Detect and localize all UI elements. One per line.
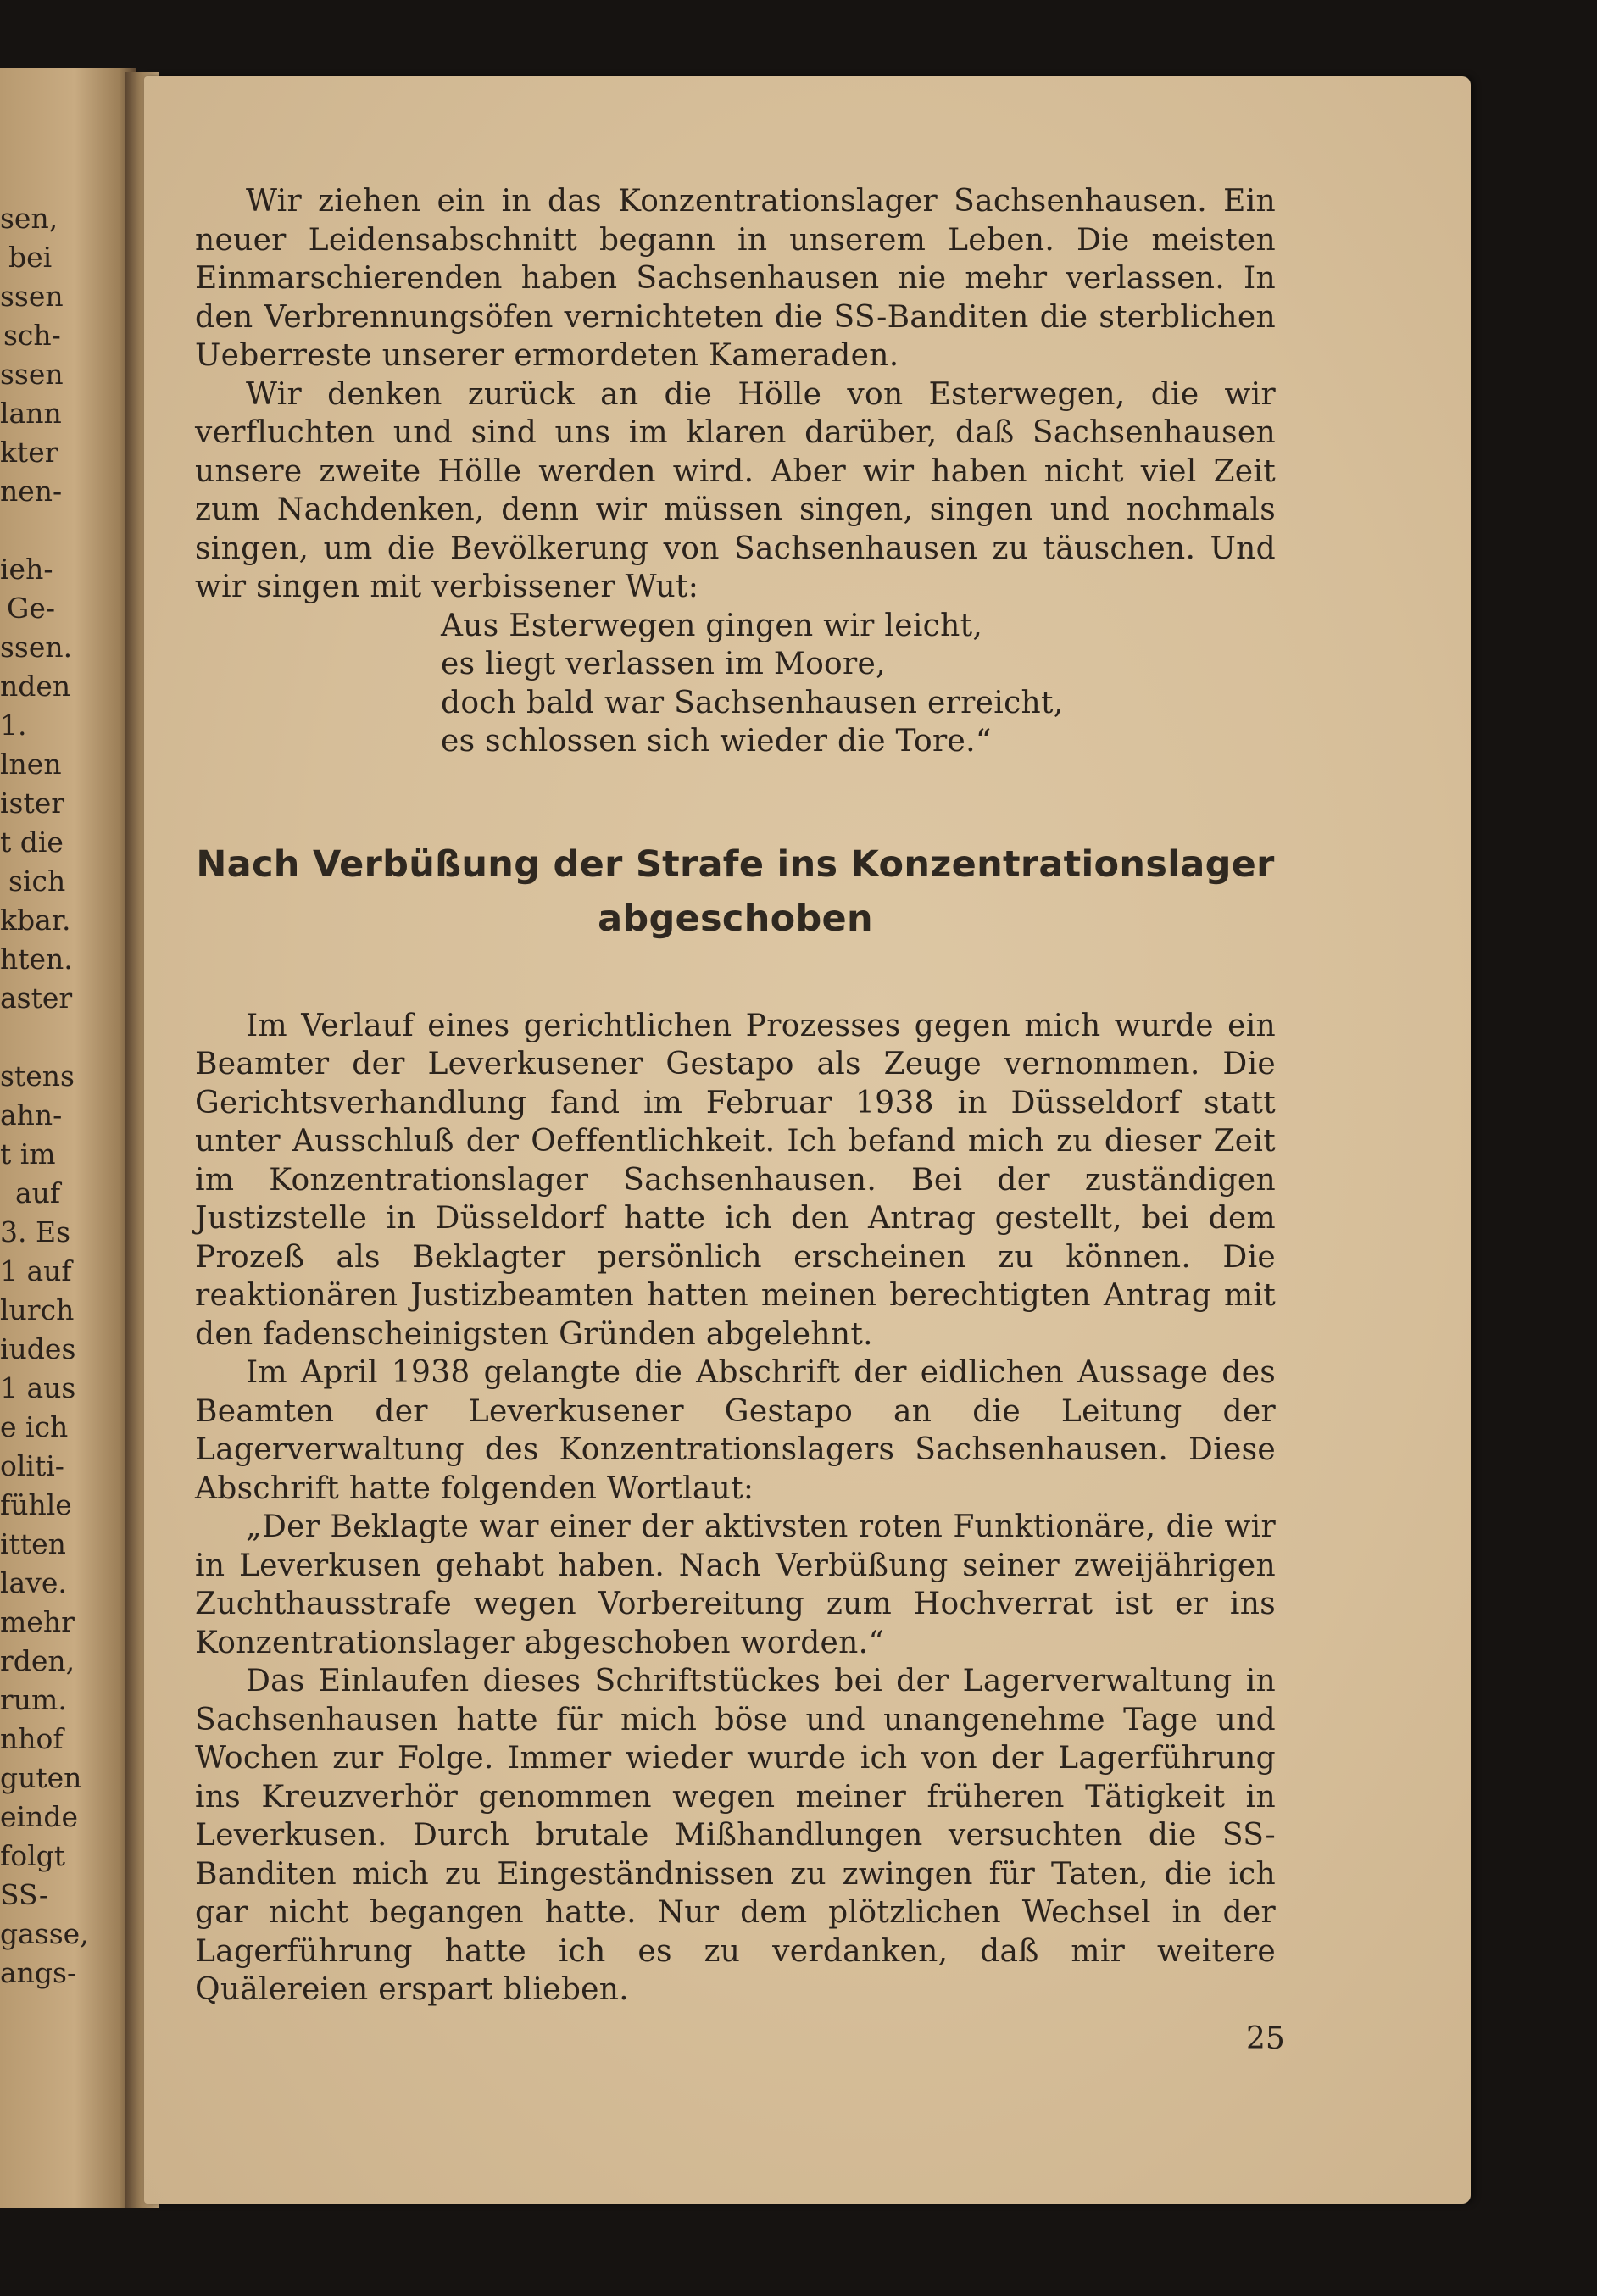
- edge-text-line: lann: [0, 397, 62, 430]
- body-paragraph: Wir denken zurück an die Hölle von Esterwegen, die wir verfluchten und sind uns im klaren darüber, daß Sachsenhausen unsere zweite Hölle werden wird. Aber wir haben nicht viel Zeit zum Nachdenken, denn wir müssen singen, singen und nochmals singen, um die Bevölkerung von Sachsenhausen zu täuschen. Und wir singen mit verbissener Wut:: [195, 376, 1276, 604]
- edge-text-line: bei: [8, 241, 53, 274]
- page-number: 25: [1246, 2021, 1285, 2056]
- edge-text-line: aster: [0, 981, 73, 1015]
- edge-text-line: Ge-: [7, 592, 56, 625]
- edge-text-line: sen,: [0, 202, 58, 235]
- edge-text-line: rden,: [0, 1644, 75, 1677]
- edge-text-line: mehr: [0, 1605, 75, 1638]
- edge-text-line: 1.: [0, 709, 27, 742]
- edge-text-line: 3. Es: [0, 1215, 70, 1248]
- song-verse: [441, 607, 1276, 761]
- verse-line: doch bald war Sachsenhausen erreicht,: [441, 685, 1064, 720]
- edge-text-line: kter: [0, 436, 58, 469]
- edge-text-line: ssen: [0, 280, 64, 313]
- edge-text-line: ahn-: [0, 1098, 63, 1131]
- edge-text-line: folgt: [0, 1839, 66, 1872]
- edge-text-line: fühle: [0, 1488, 72, 1521]
- edge-text-line: einde: [0, 1800, 78, 1833]
- body-paragraph: Wir ziehen ein in das Konzentrationslager Sachsenhausen. Ein neuer Leidensabschnitt begann in unserem Leben. Die meisten Einmarschierenden haben Sachsenhausen nie mehr verlassen. In den Verbrennungsöfen vernichteten die SS-Banditen die sterblichen Ueberreste unserer ermordeten Kameraden.: [195, 184, 1276, 373]
- edge-text-line: 1 aus: [0, 1371, 76, 1404]
- edge-text-line: gasse,: [0, 1917, 89, 1950]
- edge-text-line: stens: [0, 1059, 75, 1092]
- body-paragraph: Im Verlauf eines gerichtlichen Prozesses gegen mich wurde ein Beamter der Leverkusener Gestapo als Zeuge vernommen. Die Gerichtsverhandlung fand im Februar 1938 in Düsseldorf statt unter Ausschluß der Oeffentlichkeit. Ich befand mich zu dieser Zeit im Konzentrationslager Sachsenhausen. Bei der zuständigen Justizstelle in Düsseldorf hatte ich den Antrag gestellt, bei dem Prozeß als Beklagter persönlich erscheinen zu können. Die reaktionären Justizbeamten hatten meinen berechtigten Antrag mit den fadenscheinigsten Gründen abgelehnt.: [195, 1008, 1276, 1352]
- edge-text-line: t die: [0, 826, 64, 859]
- edge-text-line: auf: [15, 1176, 61, 1209]
- edge-text-line: nen-: [0, 475, 63, 508]
- edge-text-line: angs-: [0, 1956, 77, 1989]
- edge-text-line: oliti-: [0, 1449, 64, 1482]
- edge-text-line: t im: [0, 1137, 56, 1170]
- edge-text-line: ssen.: [0, 631, 73, 664]
- edge-text-line: itten: [0, 1527, 66, 1560]
- body-paragraph: Das Einlaufen dieses Schriftstückes bei der Lagerverwaltung in Sachsenhausen hatte für mich böse und unangenehme Tage und Wochen zur Folge. Immer wieder wurde ich von der Lagerführung ins Kreuzverhör genommen wegen meiner früheren Tätigkeit in Leverkusen. Durch brutale Mißhandlungen versuchten die SS-Banditen mich zu Eingeständnissen zu zwingen für Taten, die ich gar nicht begangen hatte. Nur dem plötzlichen Wechsel in der Lagerführung hatte ich es zu verdanken, daß mir weitere Quälereien erspart blieben.: [195, 1664, 1276, 2007]
- edge-text-line: lave.: [0, 1566, 67, 1599]
- verse-line: es schlossen sich wieder die Tore.“: [441, 724, 992, 759]
- section-heading: [195, 837, 1276, 946]
- edge-text-line: ieh-: [0, 553, 53, 586]
- edge-text-line: ssen: [0, 358, 64, 391]
- edge-text-line: lurch: [0, 1293, 75, 1326]
- edge-text-line: hten.: [0, 942, 73, 976]
- verse-line: Aus Esterwegen gingen wir leicht,: [441, 608, 983, 643]
- edge-text-line: lnen: [0, 748, 62, 781]
- section-heading-line: Nach Verbüßung der Strafe ins Konzentrationslager: [196, 842, 1275, 886]
- edge-text-line: rum.: [0, 1683, 67, 1716]
- edge-text-line: iudes: [0, 1332, 76, 1365]
- edge-text-line: e ich: [0, 1410, 69, 1443]
- edge-text-line: nden: [0, 670, 71, 703]
- edge-text-line: ister: [0, 787, 65, 820]
- edge-text-line: sich: [8, 864, 66, 898]
- verse-line: es liegt verlassen im Moore,: [441, 647, 886, 681]
- body-paragraph: Im April 1938 gelangte die Abschrift der eidlichen Aussage des Beamten der Leverkusener Gestapo an die Leitung der Lagerverwaltung des Konzentrationslagers Sachsenhausen. Diese Abschrift hatte folgenden Wortlaut:: [195, 1355, 1276, 1506]
- edge-text-line: nhof: [0, 1722, 64, 1755]
- facing-page-edge: [0, 68, 136, 2208]
- edge-text-line: sch-: [3, 319, 61, 352]
- edge-text-line: guten: [0, 1761, 82, 1794]
- edge-text-line: kbar.: [0, 903, 71, 937]
- edge-text-line: SS-: [0, 1878, 48, 1911]
- page-body: [195, 182, 1276, 2010]
- section-heading-line: abgeschoben: [598, 897, 873, 940]
- quotation-paragraph: „Der Beklagte war einer der aktivsten roten Funktionäre, die wir in Leverkusen gehabt haben. Nach Verbüßung seiner zweijährigen Zuchthausstrafe wegen Vorbereitung zum Hochverrat ist er ins Konzentrationslager abgeschoben worden.“: [195, 1509, 1276, 1660]
- edge-text-line: 1 auf: [0, 1254, 72, 1287]
